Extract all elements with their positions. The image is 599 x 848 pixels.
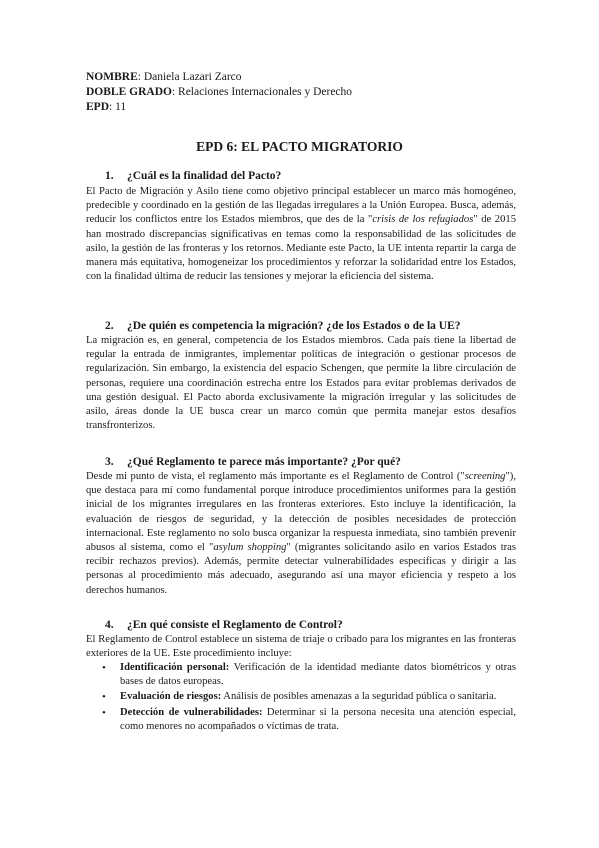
answer-3 [86,470,516,598]
list-item-text: Análisis de posibles amenazas a la seguridad pública o sanitaria. [221,691,497,703]
name-label: NOMBRE [86,71,138,83]
bullet-icon: • [102,706,106,719]
epd-line [86,100,126,115]
name-line [86,70,242,85]
answer-text: " de 2015 han mostrado discrepancias significativas en temas como la responsabilidad de las solicitudes de asilo, la gestión de las fronteras y los retornos. Mediante este Pacto, la UE intenta repartir la carga de manera más equitativa, homogeneizar los procedimientos y reforzar la solidaridad entre los Estados, con la finalidad última de reducir las tensiones y mejorar la eficiencia del sistema. [86,214,516,283]
list-item-title: Detección de vulnerabilidades: [120,706,263,718]
list-item [86,690,516,704]
list-item-text: Determinar si la persona necesita una atención especial, como menores no acompañados o víctimas de trata. [120,706,516,732]
answer-text: El Reglamento de Control establece un sistema de triaje o cribado para los migrantes en las fronteras exteriores de la UE. Este procedimiento incluye: [86,634,516,660]
answer-text: Desde mi punto de vista, el reglamento más importante es el Reglamento de Control (" [86,471,465,482]
document-title: EPD 6: EL PACTO MIGRATORIO [196,139,403,154]
answer-text: " (migrantes solicitando asilo en varios Estados tras recibir rechazos previos). Además, permite detectar vulnerabilidades específicas y dirigir a las personas al procedimiento más adecuado, asegurando así una mayor eficiencia y respeto a los derechos humanos. [86,542,517,596]
list-item [86,661,516,689]
question-text: ¿De quién es competencia la migración? ¿de los Estados o de la UE? [127,320,461,332]
question-3 [105,456,401,468]
answer-text: El Pacto de Migración y Asilo tiene como objetivo principal establecer un marco más homogéneo, predecible y coordinado en la gestión de las llegadas irregulares a la Unión Europea. Busca, además, reducir los conflictos entre los Estados miembros, que des de la " [86,186,516,226]
answer-1 [86,185,516,284]
question-number: 3. [105,456,114,468]
list-item-title: Identificación personal: [120,662,230,673]
degree-value: : Relaciones Internacionales y Derecho [171,86,353,98]
control-steps-list [86,661,516,735]
list-item [86,706,516,734]
degree-line [86,85,352,100]
answer-text: "), que destaca para mí como fundamental porque introduce procedimientos uniformes para la gestión inicial de los migrantes irregulares en las fronteras exteriores. Esto incluye la identificación, la evaluación de riesgos de seguridad, y la detección de posibles necesidades de protección internacional. Este reglamento no solo busca organizar la respuesta inmediata, sino también prevenir abusos al sistema, como el " [86,471,516,554]
question-text: ¿Cuál es la finalidad del Pacto? [127,170,282,182]
answer-italic: asylum shopping [213,542,287,554]
question-number: 1. [105,170,114,182]
question-1 [105,170,281,182]
question-number: 2. [105,320,114,332]
answer-4 [86,633,516,661]
question-text: ¿En qué consiste el Reglamento de Control? [127,619,343,631]
bullet-icon: • [102,662,106,674]
question-number: 4. [105,619,114,631]
question-text: ¿Qué Reglamento te parece más importante? ¿Por qué? [127,456,401,468]
epd-value: : 11 [109,101,127,113]
answer-text: La migración es, en general, competencia de los Estados miembros. Cada país tiene la libertad de regular la entrada de inmigrantes, implementar políticas de integración o gestionar procesos de regularización. Sin embargo, la existencia del espacio Schengen, que permite la libre circulación de personas, requiere una coordinación estrecha entre los Estados para evitar problemas derivados de una gestión desigual. El Pacto aborda exclusivamente la migración irregular y las solicitudes de asilo, áreas donde la UE busca crear un marco común que permita manejar estos desafíos transfronterizos. [86,335,516,432]
answer-italic: crisis de los refugiados [372,214,474,226]
degree-label: DOBLE GRADO [86,86,172,98]
epd-label: EPD [86,101,109,113]
answer-italic: screening [464,471,506,482]
bullet-icon: • [102,691,106,704]
question-2 [105,320,461,332]
list-item-title: Evaluación de riesgos: [120,691,222,703]
list-item-text: Verificación de la identidad mediante datos biométricos y otras bases de datos europeas. [120,662,516,688]
question-4 [105,619,343,631]
name-value: : Daniela Lazari Zarco [137,71,242,83]
answer-2 [86,334,516,433]
